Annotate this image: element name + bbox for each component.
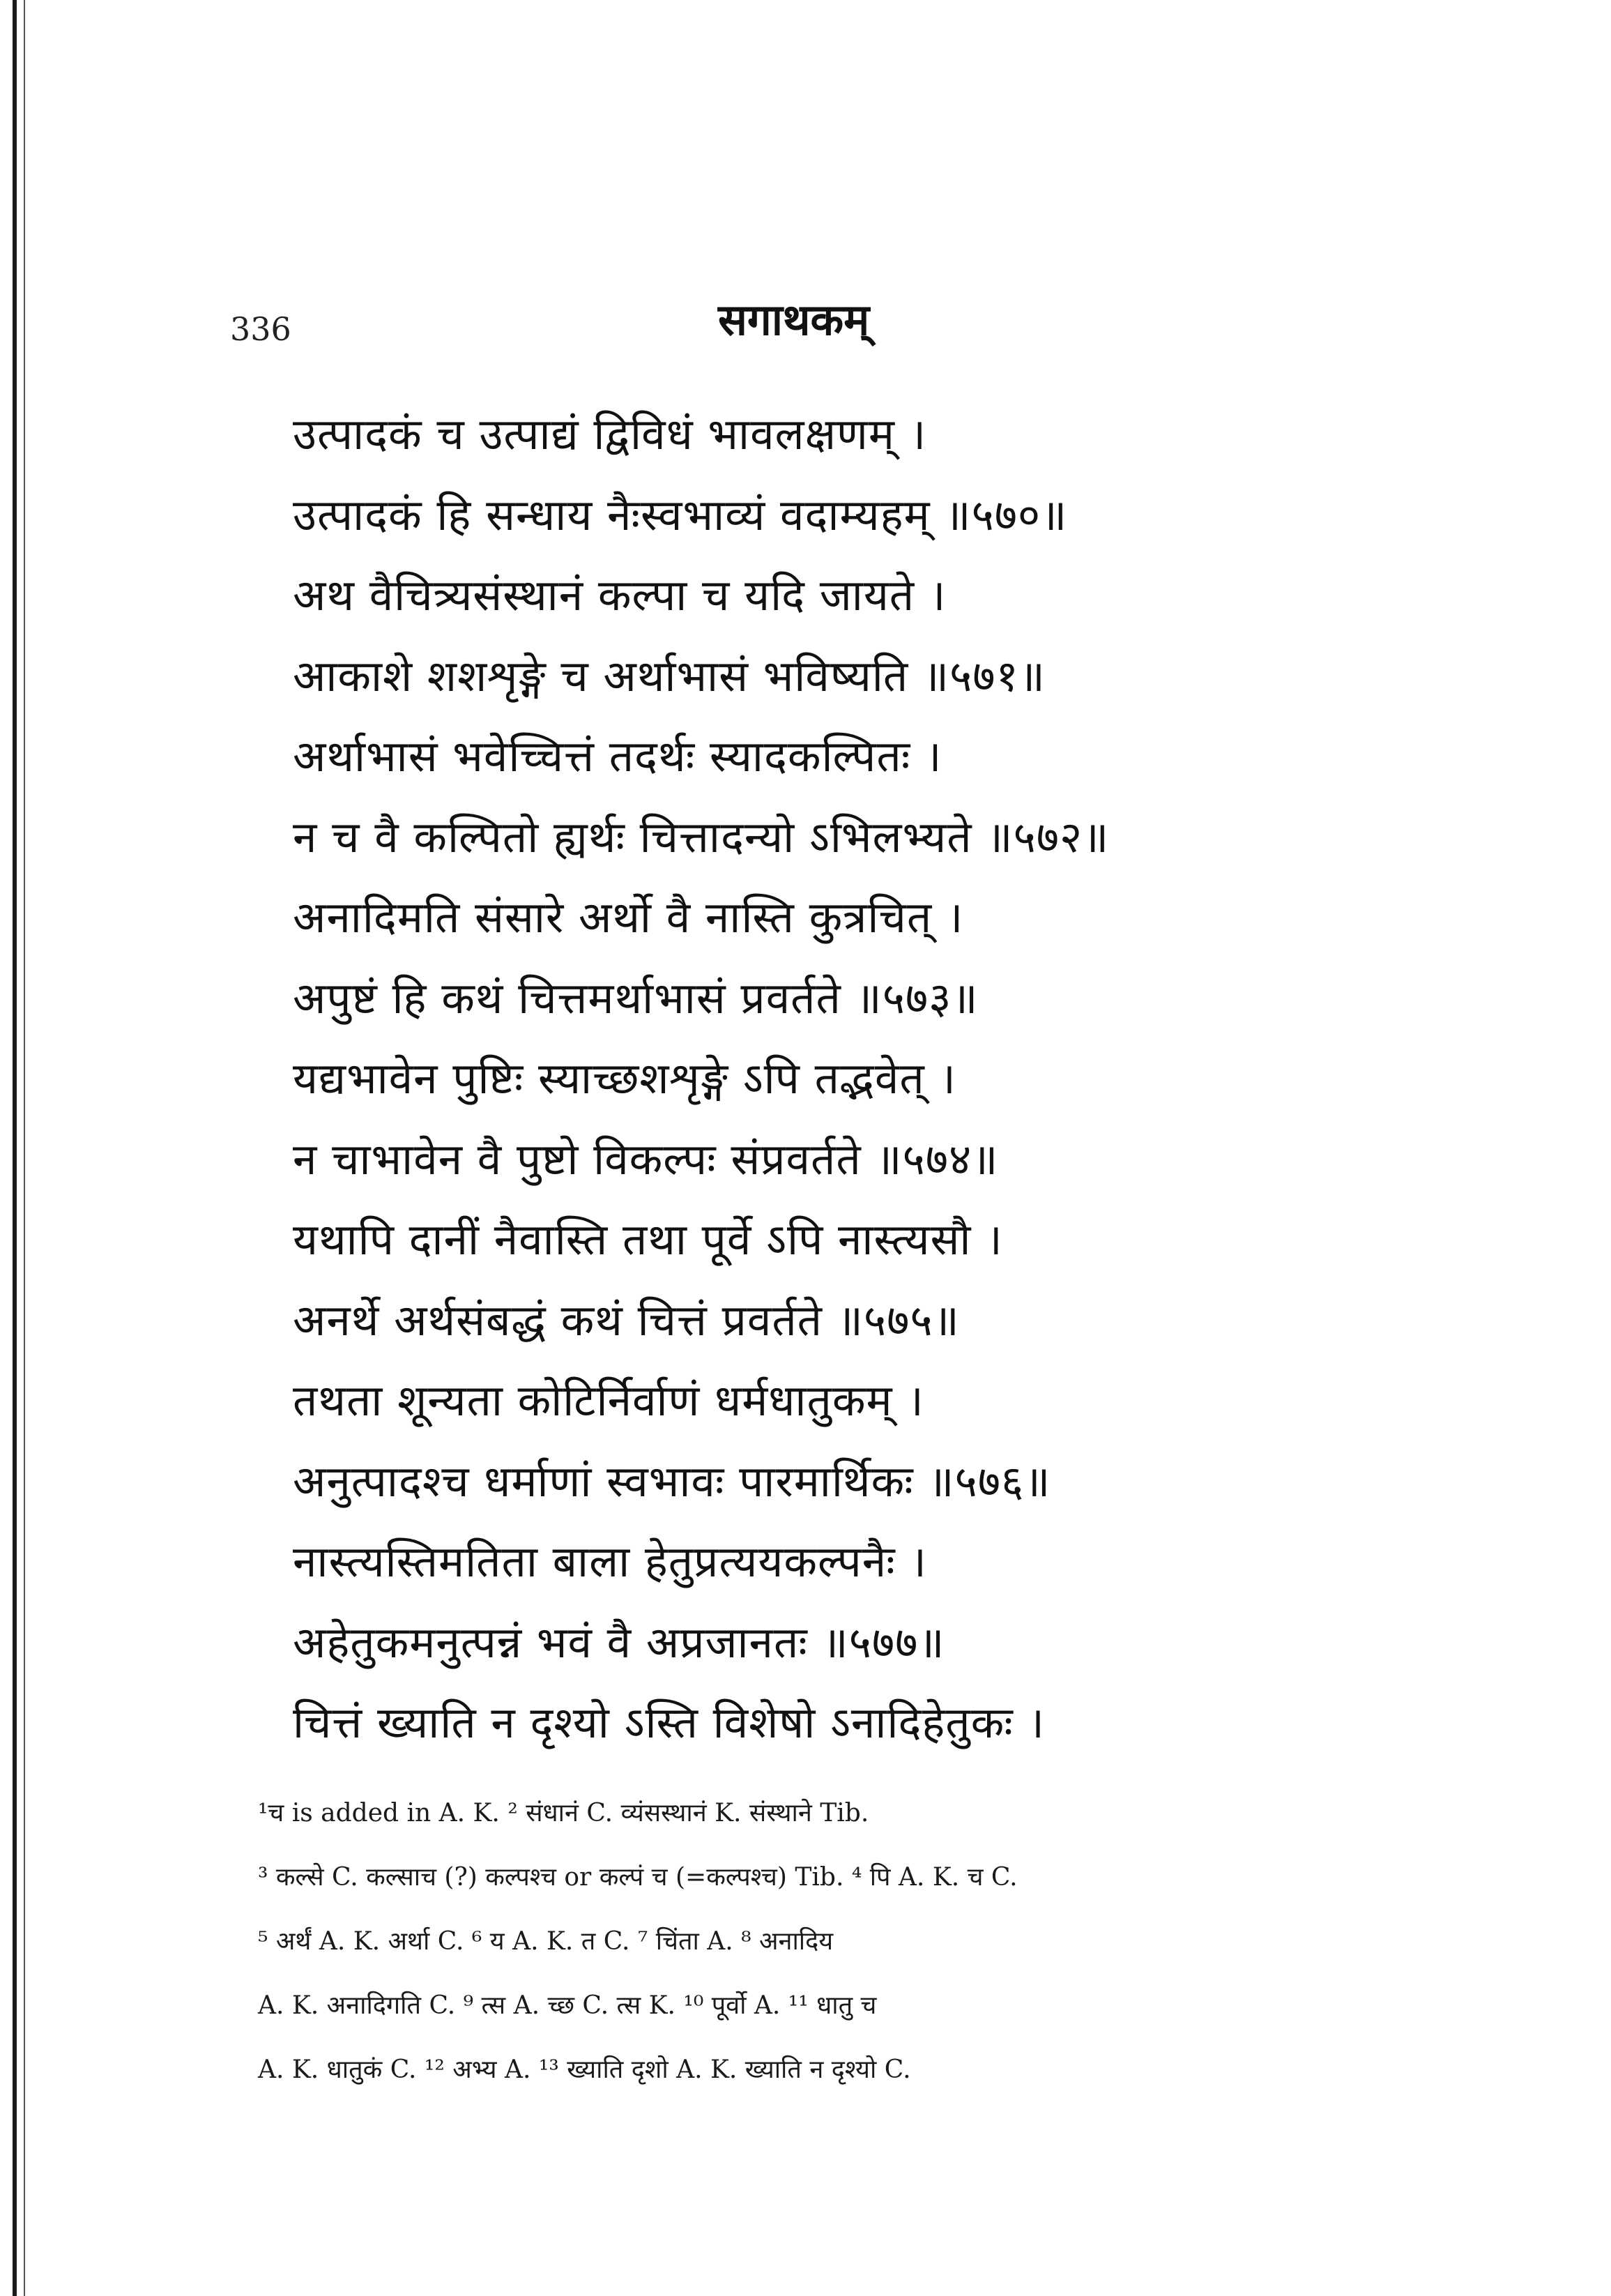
footnote-line: A. K. अनादिगति C. ⁹ त्स A. च्छ C. त्स K. ¹⁰ पूर्वो A. ¹¹ धातु च bbox=[258, 1991, 877, 2020]
footnote-line: A. K. धातुकं C. ¹² अभ्य A. ¹³ ख्याति दृशो A. K. ख्याति न दृश्यो C. bbox=[258, 2055, 911, 2084]
verse-line: अहेतुकमनुत्पन्नं भवं वै अप्रजानतः ॥५७७॥ bbox=[293, 1616, 945, 1668]
verse-line: न चाभावेन वै पुष्टो विकल्पः संप्रवर्तते ॥५७४॥ bbox=[293, 1133, 999, 1185]
verse-line: अर्थाभासं भवेच्चित्तं तदर्थः स्यादकल्पितः । bbox=[293, 731, 942, 782]
footnote-line: ¹च is added in A. K. ² संधानं C. व्यंसस्थानं K. संस्थाने Tib. bbox=[258, 1799, 869, 1827]
verse-line: अनादिमति संसारे अर्थो वै नास्ति कुत्रचित् । bbox=[293, 892, 964, 943]
page-edge-line-thin bbox=[24, 0, 25, 2296]
verse-line: चित्तं ख्याति न दृश्यो ऽस्ति विशेषो ऽनादिहेतुकः । bbox=[293, 1697, 1045, 1748]
verse-line: अनुत्पादश्च धर्माणां स्वभावः पारमार्थिकः ॥५७६॥ bbox=[293, 1455, 1051, 1507]
verse-line: तथता शून्यता कोटिर्निर्वाणं धर्मधातुकम् । bbox=[293, 1375, 924, 1426]
page-number: 336 bbox=[230, 310, 291, 348]
verse-line: नास्त्यस्तिमतिता बाला हेतुप्रत्ययकल्पनैः । bbox=[293, 1536, 927, 1587]
page-edge-line bbox=[13, 0, 17, 2296]
page-header bbox=[230, 289, 1429, 366]
verse-block bbox=[293, 394, 1464, 1763]
verse-line: न च वै कल्पितो ह्यर्थः चित्तादन्यो ऽभिलभ्यते ॥५७२॥ bbox=[293, 811, 1110, 862]
verse-line: अपुष्टं हि कथं चित्तमर्थाभासं प्रवर्तते ॥५७३॥ bbox=[293, 972, 979, 1024]
footnotes bbox=[258, 1781, 1443, 2102]
footnote-line: ³ कल्से C. कल्साच (?) कल्पश्च or कल्पं च (=कल्पश्च) Tib. ⁴ पि A. K. च C. bbox=[258, 1863, 1018, 1892]
verse-line: अनर्थे अर्थसंबद्धं कथं चित्तं प्रवर्तते ॥५७५॥ bbox=[293, 1294, 960, 1346]
running-title: सगाथकम् bbox=[718, 294, 870, 345]
verse-line: उत्पादकं हि सन्धाय नैःस्वभाव्यं वदाम्यहम् ॥५७०॥ bbox=[293, 489, 1068, 540]
verse-line: यद्यभावेन पुष्टिः स्याच्छशशृङ्गे ऽपि तद्भवेत् । bbox=[293, 1053, 956, 1104]
verse-line: यथापि दानीं नैवास्ति तथा पूर्वे ऽपि नास्त्यसौ । bbox=[293, 1214, 1003, 1265]
verse-line: उत्पादकं च उत्पाद्यं द्विविधं भावलक्षणम् । bbox=[293, 409, 927, 459]
footnote-line: ⁵ अर्थं A. K. अर्था C. ⁶ य A. K. त C. ⁷ चिंता A. ⁸ अनादिय bbox=[258, 1927, 834, 1956]
verse-line: अथ वैचित्र्यसंस्थानं कल्पा च यदि जायते । bbox=[293, 570, 947, 621]
verse-line: आकाशे शशशृङ्गे च अर्थाभासं भविष्यति ॥५७१॥ bbox=[293, 650, 1046, 701]
